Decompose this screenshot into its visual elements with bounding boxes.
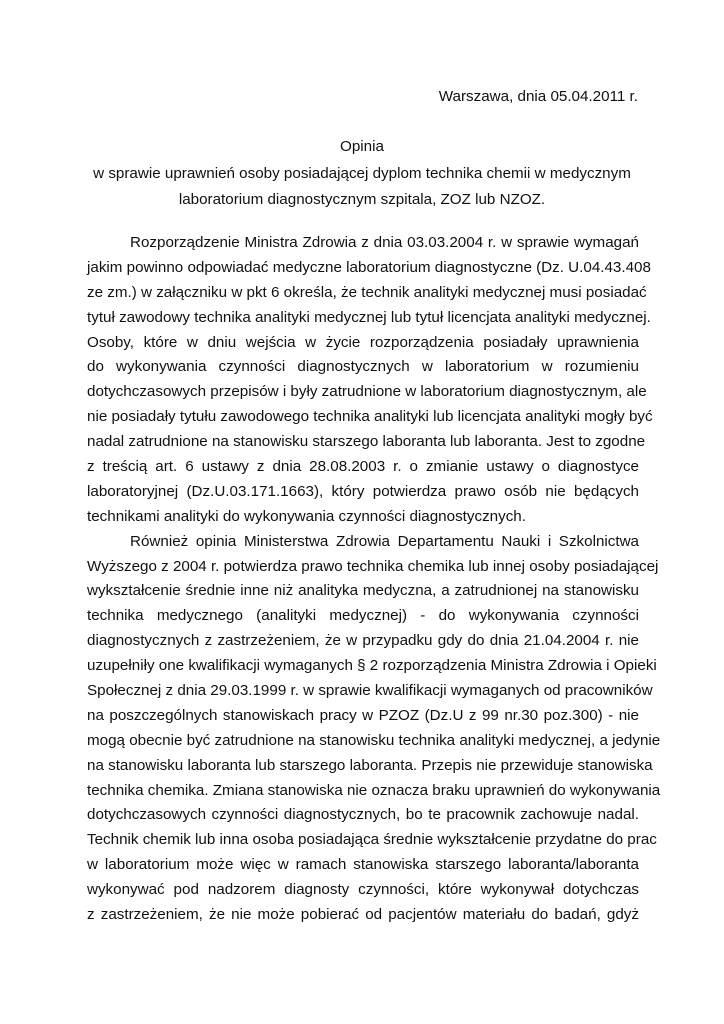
text-line: Technik chemik lub inna osoba posiadająca średnie wykształcenie przydatne do prac <box>87 831 657 849</box>
document-title-block <box>60 134 664 214</box>
paragraph-2 <box>87 530 661 928</box>
text-line: z zastrzeżeniem, że nie może pobierać od pacjentów materiału do badań, gdyż <box>87 906 639 924</box>
text-line: technikami analityki do wykonywania czynności diagnostycznych. <box>87 507 526 525</box>
text-line: nie posiadały tytułu zawodowego technika analityki lub licencjata analityki mogły być <box>87 408 653 426</box>
document-body <box>87 231 661 928</box>
text-line: ze zm.) w załączniku w pkt 6 określa, że technik analityki medycznej musi posiadać <box>87 283 647 301</box>
text-line: Rozporządzenie Ministra Zdrowia z dnia 03.03.2004 r. w sprawie wymagań <box>130 234 639 251</box>
document-subtitle-line-1: w sprawie uprawnień osoby posiadającej dyplom technika chemii w medycznym <box>93 164 631 182</box>
text-line: dotychczasowych przepisów i były zatrudnione w laboratorium diagnostycznym, ale <box>87 383 647 401</box>
text-line: diagnostycznych z zastrzeżeniem, że w przypadku gdy do dnia 21.04.2004 r. nie <box>87 632 639 650</box>
document-date: Warszawa, dnia 05.04.2011 r. <box>438 88 638 105</box>
text-line: jakim powinno odpowiadać medyczne laboratorium diagnostyczne (Dz. U.04.43.408 <box>87 258 651 276</box>
text-line: Społecznej z dnia 29.03.1999 r. w sprawie kwalifikacji wymaganych od pracowników <box>87 682 653 700</box>
text-line: laboratoryjnej (Dz.U.03.171.1663), który potwierdza prawo osób nie będących <box>87 482 639 500</box>
text-line: mogą obecnie być zatrudnione na stanowisku technika analityki medycznej, a jedynie <box>87 731 661 749</box>
paragraph-1 <box>87 231 653 530</box>
text-line: technika medycznego (analityki medycznej) - do wykonywania czynności <box>87 607 639 625</box>
text-line: nadal zatrudnione na stanowisku starszego laboranta lub laboranta. Jest to zgodne <box>87 433 646 451</box>
text-line: Również opinia Ministerstwa Zdrowia Departamentu Nauki i Szkolnictwa <box>130 532 639 550</box>
text-line: z treścią art. 6 ustawy z dnia 28.08.2003 r. o zmianie ustawy o diagnostyce <box>87 458 639 476</box>
text-line: na poszczególnych stanowiskach pracy w PZOZ (Dz.U z 99 nr.30 poz.300) - nie <box>87 706 639 724</box>
text-line: Osoby, które w dniu wejścia w życie rozporządzenia posiadały uprawnienia <box>87 333 639 351</box>
text-line: Wyższego z 2004 r. potwierdza prawo technika chemika lub innej osoby posiadającej <box>87 557 659 575</box>
text-line: wykonywać pod nadzorem diagnosty czynności, które wykonywał dotychczas <box>87 881 639 899</box>
text-line: technika chemika. Zmiana stanowiska nie oznacza braku uprawnień do wykonywania <box>87 781 661 799</box>
text-line: uzupełniły one kwalifikacji wymaganych § 2 rozporządzenia Ministra Zdrowia i Opieki <box>87 657 657 675</box>
text-line: wykształcenie średnie inne niż analityka medyczna, a zatrudnionej na stanowisku <box>87 582 639 600</box>
text-line: tytuł zawodowy technika analityki medycznej lub tytuł licencjata analityki medycznej. <box>87 308 651 326</box>
text-line: dotychczasowych czynności diagnostycznych, bo te pracownik zachowuje nadal. <box>87 806 639 824</box>
document-heading: Opinia <box>340 138 384 155</box>
text-line: do wykonywania czynności diagnostycznych w laboratorium w rozumieniu <box>87 358 639 376</box>
document-subtitle-line-2: laboratorium diagnostycznym szpitala, ZOZ lub NZOZ. <box>178 191 546 208</box>
text-line: w laboratorium może więc w ramach stanowiska starszego laboranta/laboranta <box>87 856 639 874</box>
text-line: na stanowisku laboranta lub starszego laboranta. Przepis nie przewiduje stanowiska <box>87 756 653 774</box>
